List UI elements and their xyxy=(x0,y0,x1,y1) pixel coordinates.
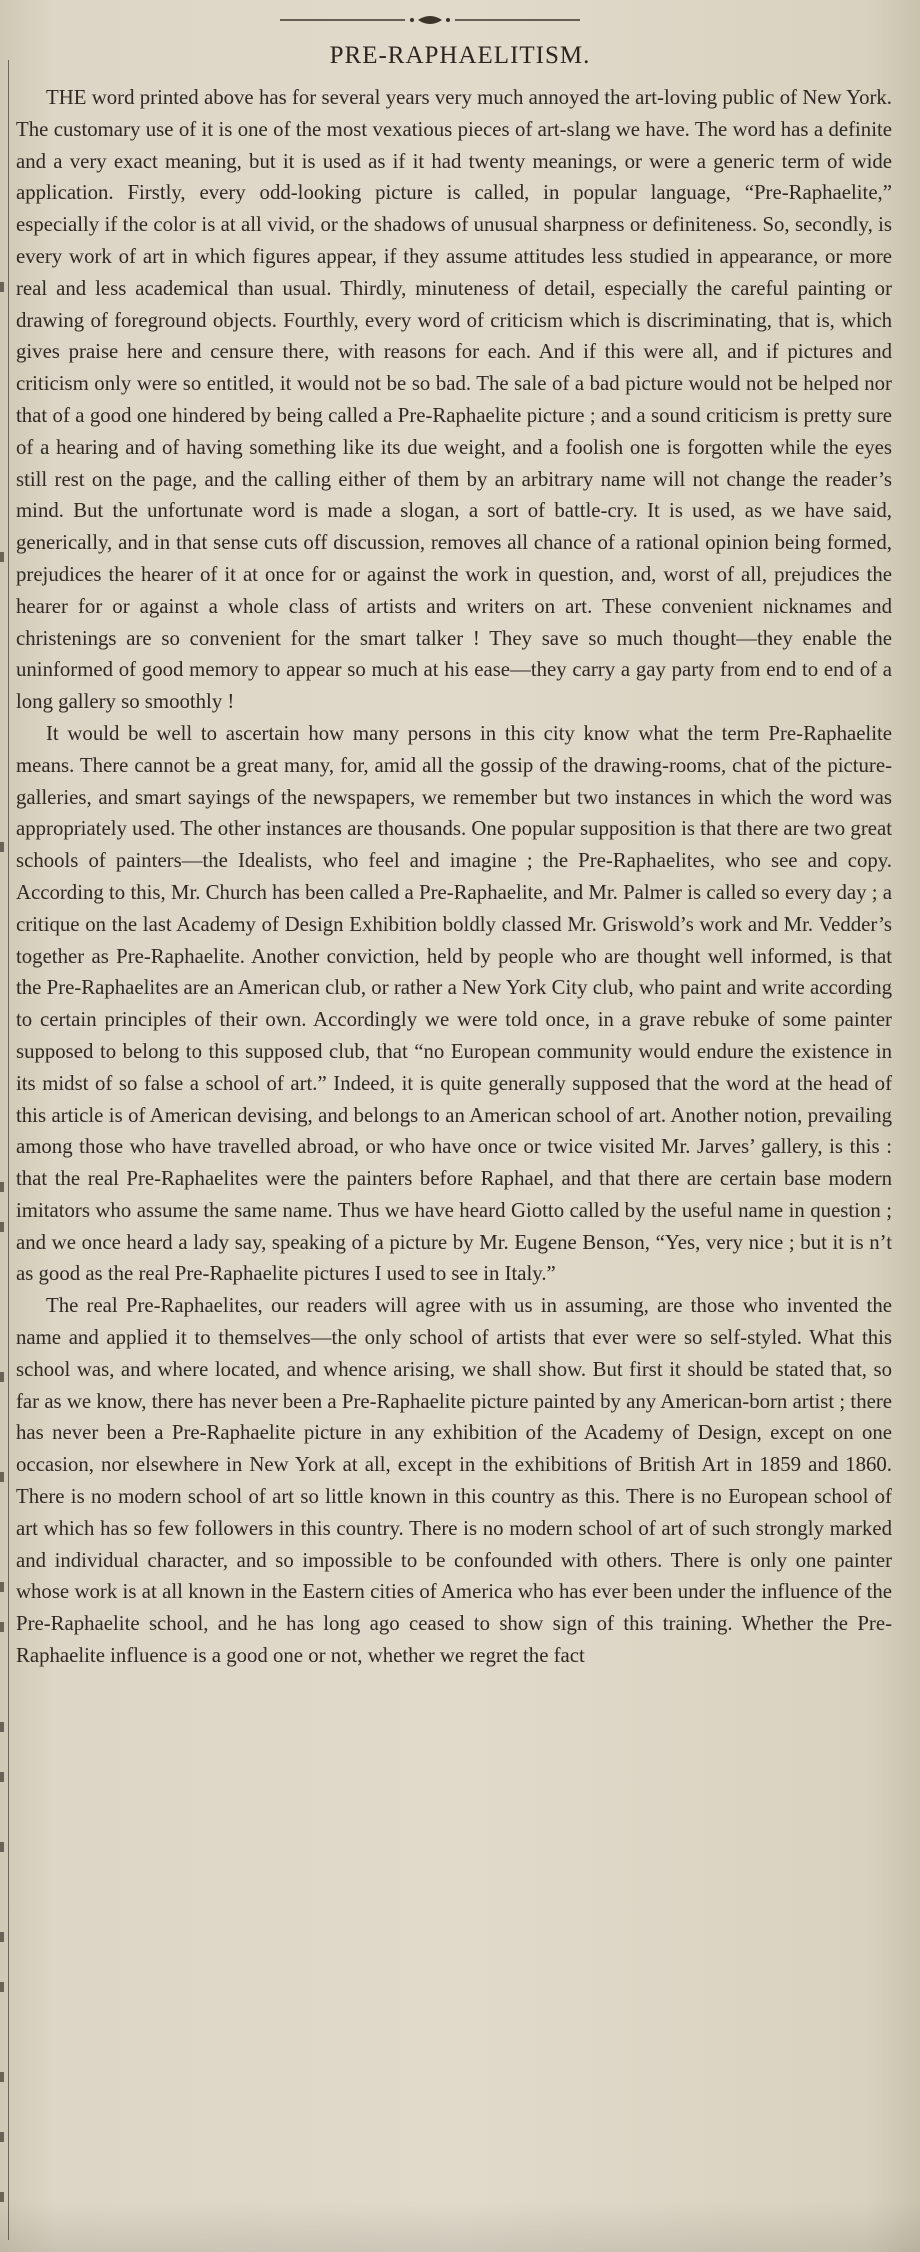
paragraph-2: It would be well to ascertain how many persons in this city know what the term Pre-Raphaelite means. There cannot be a great many, for, amid all the gossip of the drawing-rooms, chat of the picture-galleries, and smart sayings of the newspapers, we remember but two instances in which the word was appropriately used. The other instances are thousands. One popular supposition is that there are two great schools of painters—the Idealists, who feel and imagine ; the Pre-Raphaelites, who see and copy. According to this, Mr. Church has been called a Pre-Raphaelite, and Mr. Palmer is called so every day ; a critique on the last Academy of Design Exhibition boldly classed Mr. Griswold’s work and Mr. Vedder’s together as Pre-Raphaelite. Another conviction, held by people who are thought well informed, is that the Pre-Raphaelites are an American club, or rather a New York City club, who paint and write according to certain principles of their own. Accordingly we were told once, in a grave rebuke of some painter supposed to belong to this supposed club, that “no European community would endure the existence in its midst of so false a school of art.” Indeed, it is quite generally supposed that the word at the head of this article is of American devising, and belongs to an American school of art. Another notion, prevailing among those who have travelled abroad, or who have once or twice visited Mr. Jarves’ gallery, is this : that the real Pre-Raphaelites were the painters before Raphael, and that there are certain base modern imitators who assume the same name. Thus we have heard Giotto called by the useful name in question ; and we once heard a lady say, speaking of a picture by Mr. Eugene Benson, “Yes, very nice ; but it is n’t as good as the real Pre-Raphaelite pictures I used to see in Italy.” xyxy=(16,721,892,1286)
header-ornament xyxy=(280,12,580,28)
article-body xyxy=(16,82,892,1672)
article-title: PRE-RAPHAELITISM. xyxy=(329,42,591,69)
binding-margin-marks xyxy=(0,82,10,2232)
paragraph-3: The real Pre-Raphaelites, our readers will agree with us in assuming, are those who invented the name and applied it to themselves—the only school of artists that ever were so self-styled. What this school was, and where located, and whence arising, we shall show. But first it should be stated that, so far as we know, there has never been a Pre-Raphaelite picture painted by any American-born artist ; there has never been a Pre-Raphaelite picture in any exhibition of the Academy of Design, except on one occasion, nor elsewhere in New York at all, except in the exhibitions of British Art in 1859 and 1860. There is no modern school of art so little known in this country as this. There is no European school of art which has so few followers in this country. There is no modern school of art of such strongly marked and individual character, and so impossible to be confounded with others. There is only one painter whose work is at all known in the Eastern cities of America who has ever been under the influence of the Pre-Raphaelite school, and he has long ago ceased to show sign of this training. Whether the Pre-Raphaelite influence is a good one or not, whether we regret the fact xyxy=(16,1294,892,1668)
paragraph-1: THE word printed above has for several years very much annoyed the art-loving public of New York. The customary use of it is one of the most vexatious pieces of art-slang we have. The word has a definite and a very exact meaning, but it is used as if it had twenty meanings, or were a generic term of wide application. Firstly, every odd-looking picture is called, in popular language, “Pre-Raphaelite,” especially if the color is at all vivid, or the shadows of unusual sharpness or definiteness. So, secondly, is every work of art in which figures appear, if they assume attitudes less studied in appearance, or more real and less academical than usual. Thirdly, minuteness of detail, especially the careful painting or drawing of foreground objects. Fourthly, every word of criticism which is discriminating, that is, which gives praise here and censure there, with reasons for each. And if this were all, and if pictures and criticism only were so entitled, it would not be so bad. The sale of a bad picture would not be helped nor that of a good one hindered by being called a Pre-Raphaelite picture ; and a sound criticism is pretty sure of a hearing and of having something like its due weight, and a foolish one is forgotten while the eyes still rest on the page, and the calling either of them by an arbitrary name will not change the reader’s mind. But the unfortunate word is made a slogan, a sort of battle-cry. It is used, as we have said, generically, and in that sense cuts off discussion, removes all chance of a rational opinion being formed, prejudices the hearer of it at once for or against the work in question, and, worst of all, prejudices the hearer for or against a whole class of artists and writers on art. These convenient nicknames and christenings are so convenient for the smart talker ! They save so much thought—they enable the uninformed of good memory to appear so much at his ease—they carry a gay party from end to end of a long gallery so smoothly ! xyxy=(16,86,892,714)
page-shadow xyxy=(0,2200,920,2252)
